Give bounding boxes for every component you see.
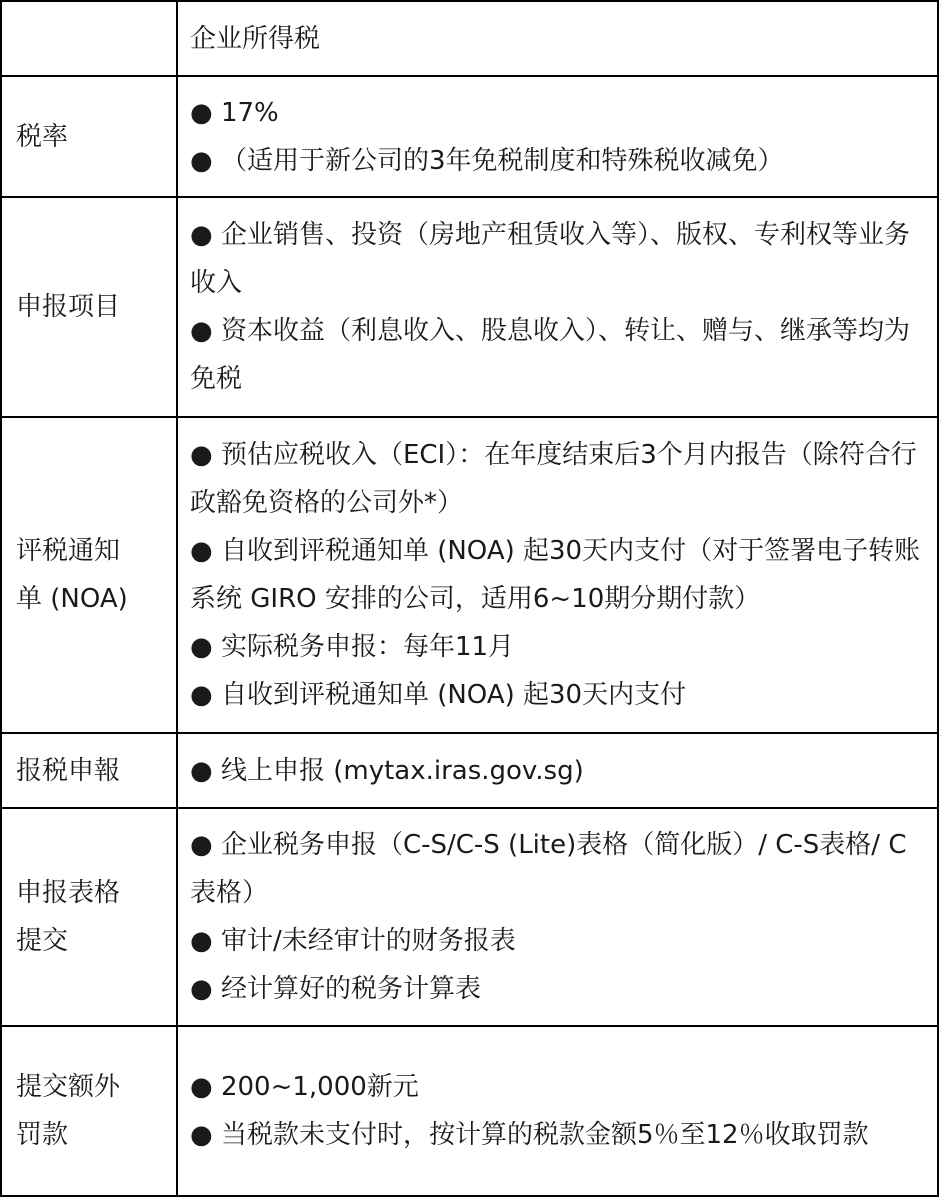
list-item: ● 资本收益（利息收入、股息收入）、转让、赠与、继承等均为免税 <box>190 307 923 403</box>
list-item: ● 当税款未支付时，按计算的税款金额5％至12％收取罚款 <box>190 1111 923 1159</box>
table-title: 企业所得税 <box>177 1 938 76</box>
table-row-forms-submission <box>1 808 938 1026</box>
row-label <box>1 417 177 733</box>
list-item: ● 企业销售、投资（房地产租赁收入等）、版权、专利权等业务收入 <box>190 211 923 307</box>
list-item: ● 实际税务申报：每年11月 <box>190 623 923 671</box>
table-row-tax-filing <box>1 733 938 808</box>
list-item: ● 企业税务申报（C-S/C-S (Lite)表格（简化版）/ C-S表格/ C表格） <box>190 821 923 917</box>
row-label-line: 单 (NOA) <box>16 584 128 614</box>
list-item: ● 自收到评税通知单 (NOA) 起30天内支付 <box>190 671 923 719</box>
row-label-line: 罚款 <box>16 1120 69 1150</box>
row-label-line: 评税通知 <box>16 536 121 566</box>
row-content <box>177 808 938 1026</box>
row-content <box>177 1026 938 1196</box>
table-row-tax-rate <box>1 76 938 197</box>
list-item: ● 自收到评税通知单 (NOA) 起30天内支付（对于签署电子转账系统 GIRO 安排的公司，适用6~10期分期付款） <box>190 527 923 623</box>
row-label <box>1 733 177 808</box>
list-item: ● 17% <box>190 89 923 137</box>
list-item: ● 200~1,000新元 <box>190 1063 923 1111</box>
row-label <box>1 808 177 1026</box>
header-label-cell <box>1 1 177 76</box>
list-item: ● 预估应税收入（ECI）：在年度结束后3个月内报告（除符合行政豁免资格的公司外*） <box>190 431 923 527</box>
list-item: ● 线上申报 (mytax.iras.gov.sg) <box>190 747 923 795</box>
table-row-noa <box>1 417 938 733</box>
row-label <box>1 1026 177 1196</box>
row-label-line: 税率 <box>16 121 69 152</box>
row-label-line: 申报表格 <box>16 878 121 908</box>
list-item: ● 审计/未经审计的财务报表 <box>190 917 923 965</box>
row-content <box>177 733 938 808</box>
row-content <box>177 76 938 197</box>
table-row-penalties <box>1 1026 938 1196</box>
list-item: ● （适用于新公司的3年免税制度和特殊税收减免） <box>190 137 923 185</box>
row-label-line: 提交额外 <box>16 1072 121 1102</box>
row-label <box>1 76 177 197</box>
table-row-filing-items <box>1 197 938 417</box>
list-item: ● 经计算好的税务计算表 <box>190 965 923 1013</box>
row-content <box>177 197 938 417</box>
table-header-row <box>1 1 938 76</box>
row-label <box>1 197 177 417</box>
row-label-line: 申报项目 <box>16 292 121 322</box>
row-label-line: 报税申報 <box>16 755 121 786</box>
row-content <box>177 417 938 733</box>
row-label-line: 提交 <box>16 926 69 956</box>
